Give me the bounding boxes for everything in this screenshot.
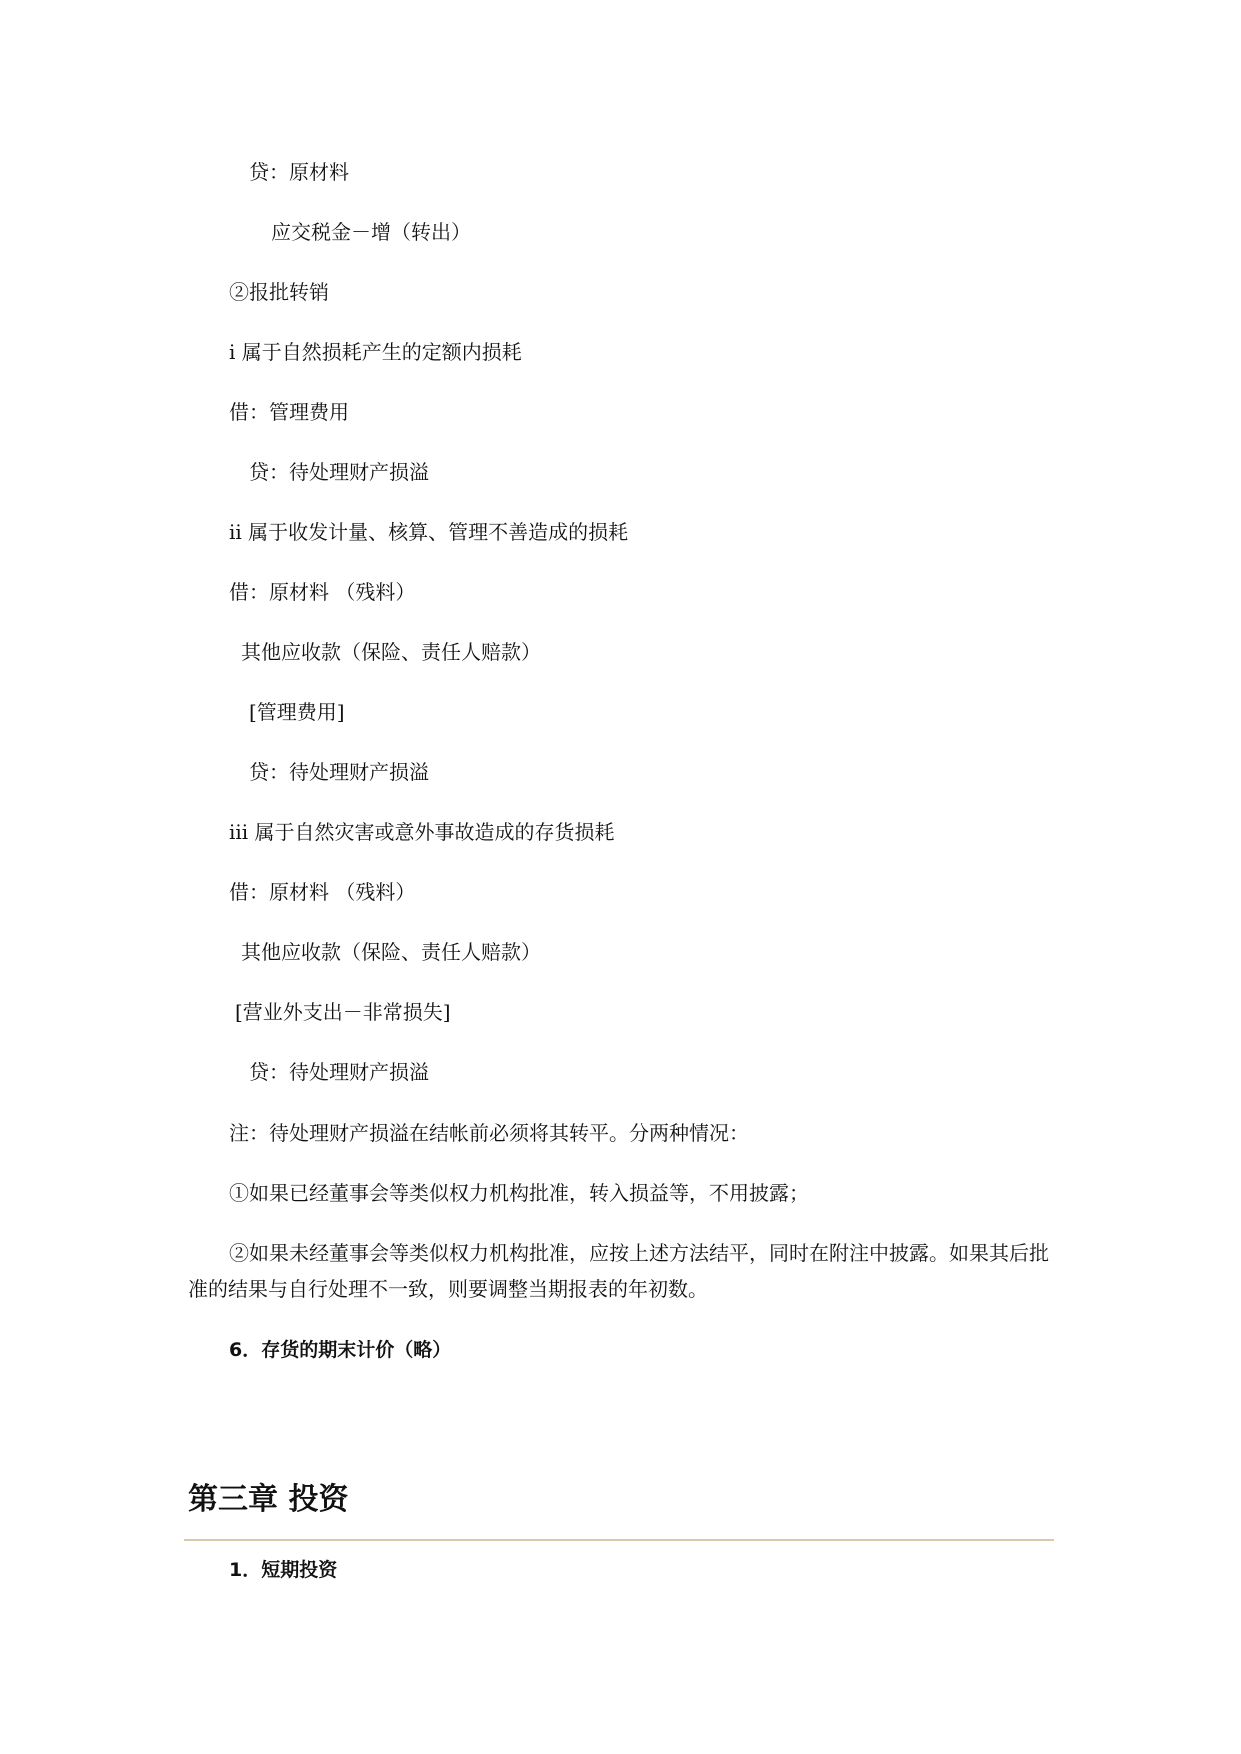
note-line: ①如果已经董事会等类似权力机构批准，转入损益等，不用披露； bbox=[229, 1181, 809, 1205]
chapter-divider bbox=[184, 1539, 1054, 1541]
entry-line: 贷：原材料 bbox=[249, 160, 349, 184]
entry-line: 应交税金－增（转出） bbox=[271, 220, 471, 244]
entry-line: 贷：待处理财产损溢 bbox=[249, 760, 429, 784]
entry-line: iii 属于自然灾害或意外事故造成的存货损耗 bbox=[229, 820, 615, 844]
entry-line: i 属于自然损耗产生的定额内损耗 bbox=[229, 340, 522, 364]
entry-line: 借：原材料 （残料） bbox=[229, 580, 416, 604]
section-heading: 6．存货的期末计价（略） bbox=[229, 1339, 452, 1361]
entry-line: [管理费用] bbox=[249, 700, 345, 724]
entry-line: 其他应收款（保险、责任人赔款） bbox=[241, 940, 541, 964]
note-paragraph: ②如果未经董事会等类似权力机构批准，应按上述方法结平，同时在附注中披露。如果其后批准的结果与自行处理不一致，则要调整当期报表的年初数。 bbox=[188, 1241, 1049, 1301]
note-line: 注：待处理财产损溢在结帐前必须将其转平。分两种情况： bbox=[229, 1121, 749, 1145]
entry-line: [营业外支出－非常损失] bbox=[235, 1000, 451, 1024]
chapter-title: 第三章 投资 bbox=[188, 1482, 349, 1517]
entry-line: 借：管理费用 bbox=[229, 400, 349, 424]
entry-line: ii 属于收发计量、核算、管理不善造成的损耗 bbox=[229, 520, 629, 544]
entry-line: ②报批转销 bbox=[229, 280, 329, 304]
subsection-heading: 1．短期投资 bbox=[229, 1559, 338, 1581]
entry-line: 借：原材料 （残料） bbox=[229, 880, 416, 904]
entry-line: 贷：待处理财产损溢 bbox=[249, 460, 429, 484]
entry-line: 其他应收款（保险、责任人赔款） bbox=[241, 640, 541, 664]
entry-line: 贷：待处理财产损溢 bbox=[249, 1060, 429, 1084]
